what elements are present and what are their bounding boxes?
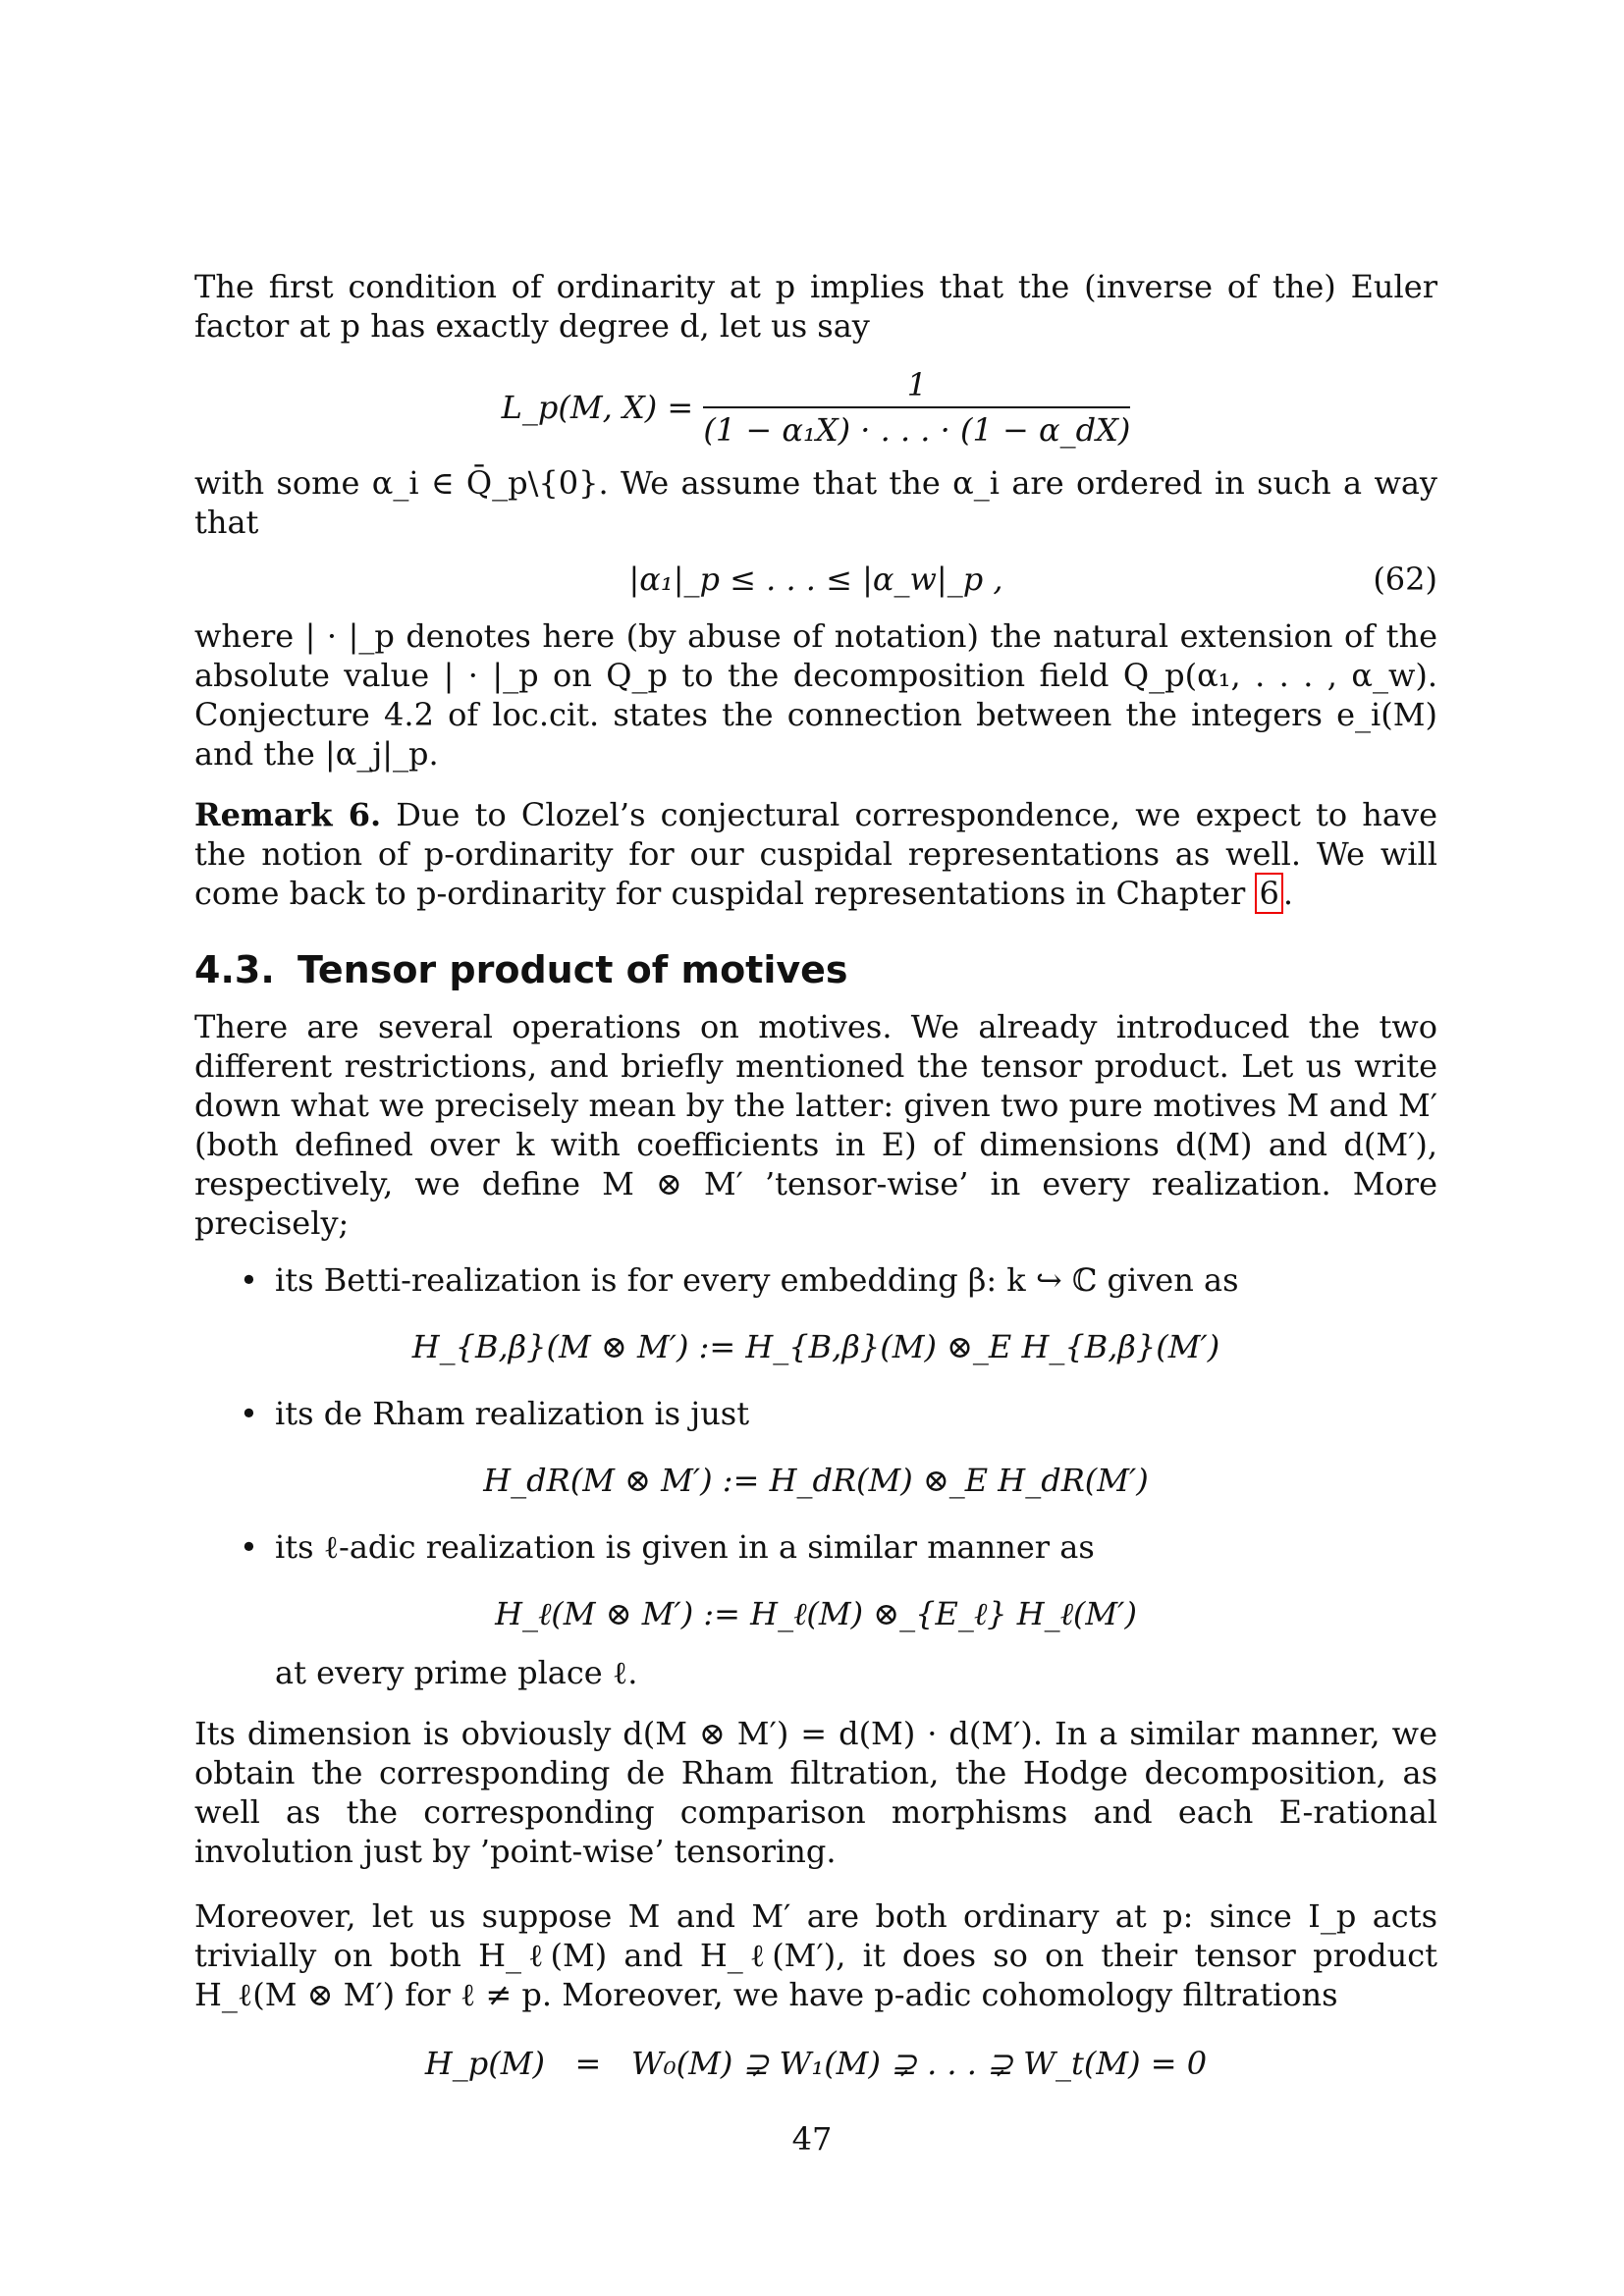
list-item-betti bbox=[194, 1260, 1437, 1366]
chapter-link[interactable]: 6 bbox=[1255, 873, 1282, 914]
equation-filtration: H_p(M) = W₀(M) ⊋ W₁(M) ⊋ . . . ⊋ W_t(M) = 0 bbox=[424, 2045, 1208, 2082]
section-number: 4.3. bbox=[194, 948, 275, 991]
bullet-betti-text: its Betti-realization is for every embedding β: k ↪ ℂ given as bbox=[275, 1261, 1239, 1299]
list-item-de-rham bbox=[194, 1394, 1437, 1500]
equation-ell-adic: H_ℓ(M ⊗ M′) := H_ℓ(M) ⊗_{E_ℓ} H_ℓ(M′) bbox=[495, 1595, 1137, 1632]
equation-euler-denominator: (1 − α₁X) · . . . · (1 − α_dX) bbox=[703, 411, 1131, 449]
page-body bbox=[194, 257, 1437, 2083]
remark-text: Due to Clozel’s conjectural correspondence, we expect to have the notion of p-ordinarity for our cuspidal representations as well. We will come back to p-ordinarity for cuspidal representations in Chapter bbox=[194, 796, 1438, 912]
bullet-icon: • bbox=[240, 1528, 258, 1566]
equation-euler-factor bbox=[194, 365, 1437, 449]
paragraph-ordinary-tensor: Moreover, let us suppose M and M′ are both ordinary at p: since I_p acts trivially on both H_ℓ(M) and H_ℓ(M′), it does so on their tensor product H_ℓ(M ⊗ M′) for ℓ ≠ p. Moreover, we have p-adic cohomology filtrations bbox=[194, 1897, 1437, 2013]
section-heading bbox=[194, 946, 1437, 993]
equation-62-body: |α₁|_p ≤ . . . ≤ |α_w|_p , bbox=[628, 561, 1003, 598]
equation-euler-fraction bbox=[703, 365, 1130, 450]
equation-62 bbox=[194, 560, 1437, 599]
paragraph-alpha-ordering: with some α_i ∈ Q̄_p\{0}. We assume that the α_i are ordered in such a way that bbox=[194, 464, 1437, 541]
bullet-icon: • bbox=[240, 1261, 258, 1299]
equation-de-rham: H_dR(M ⊗ M′) := H_dR(M) ⊗_E H_dR(M′) bbox=[483, 1462, 1149, 1499]
equation-euler-lhs: L_p(M, X) = bbox=[501, 389, 694, 426]
section-title: Tensor product of motives bbox=[298, 948, 848, 991]
bullet-de-rham-text: its de Rham realization is just bbox=[275, 1395, 750, 1432]
equation-euler-numerator: 1 bbox=[703, 365, 1130, 408]
list-item-ell-adic bbox=[194, 1527, 1437, 1692]
remark-text-end: . bbox=[1282, 875, 1293, 912]
paragraph-dimension: Its dimension is obviously d(M ⊗ M′) = d(M) · d(M′). In a similar manner, we obtain the corresponding de Rham filtration, the Hodge decomposition, as well as the corresponding comparison morphisms and each E-rational involution just by ’point-wise’ tensoring. bbox=[194, 1715, 1437, 1870]
realization-list bbox=[194, 1260, 1437, 1692]
bullet-ell-adic-text: its ℓ-adic realization is given in a similar manner as bbox=[275, 1528, 1095, 1566]
paragraph-ordinarity: The first condition of ordinarity at p implies that the (inverse of the) Euler factor at p has exactly degree d, let us say bbox=[194, 268, 1437, 345]
paragraph-absolute-value: where | · |_p denotes here (by abuse of notation) the natural extension of the absolute value | · |_p on Q_p to the decomposition field Q_p(α₁, . . . , α_w). Conjecture 4.2 of loc.cit. states the connection between the integers e_i(M) and the |α_j|_p. bbox=[194, 617, 1437, 773]
equation-betti: H_{B,β}(M ⊗ M′) := H_{B,β}(M) ⊗_E H_{B,β}(M′) bbox=[411, 1328, 1220, 1365]
paragraph-operations: There are several operations on motives. We already introduced the two different restrictions, and briefly mentioned the tensor product. Let us write down what we precisely mean by the latter: given two pure motives M and M′ (both defined over k with coefficients in E) of dimensions d(M) and d(M′), respectively, we define M ⊗ M′ ’tensor-wise’ in every realization. More precisely; bbox=[194, 1008, 1437, 1242]
remark-6 bbox=[194, 795, 1437, 913]
bullet-ell-adic-tail: at every prime place ℓ. bbox=[275, 1654, 638, 1691]
equation-62-number: (62) bbox=[1373, 561, 1437, 598]
page-number: 47 bbox=[791, 2120, 833, 2158]
bullet-icon: • bbox=[240, 1395, 258, 1432]
remark-label: Remark 6. bbox=[194, 796, 382, 833]
